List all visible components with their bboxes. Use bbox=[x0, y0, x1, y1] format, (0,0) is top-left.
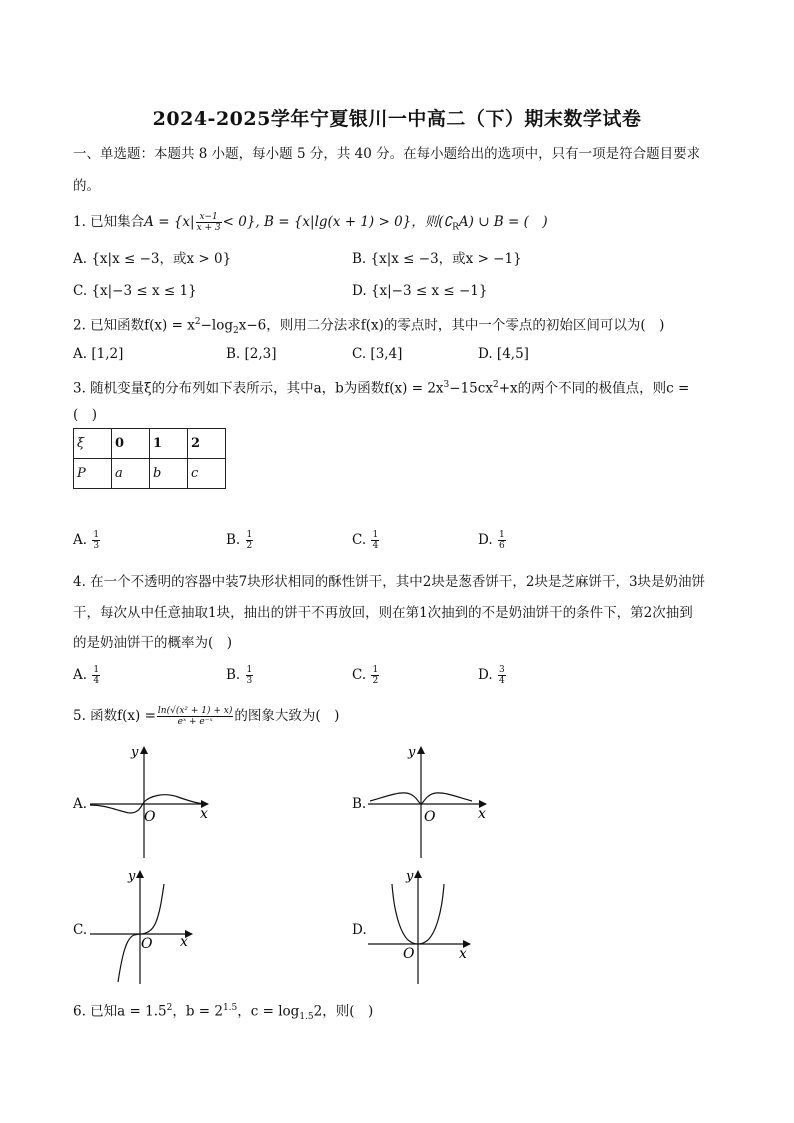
q4-option-a[interactable]: A. $\frac{1}{4}$ bbox=[73, 665, 100, 686]
question-1-stem: 1. 已知集合A = {x| $\frac{x-1}{x + 3}$ < 0}, B = {x|lg(x + 1) > 0}，则$(∁_RA)$ ∪ B = ( ) bbox=[73, 212, 548, 233]
table-cell: b bbox=[150, 459, 188, 489]
q2-option-a[interactable]: A. [1,2] bbox=[73, 346, 124, 362]
graph-d[interactable] bbox=[366, 866, 476, 988]
table-row bbox=[74, 459, 226, 489]
table-row bbox=[74, 429, 226, 459]
x-axis-label: x bbox=[180, 934, 188, 950]
question-4-line-2: 干，每次从中任意抽取1块，抽出的饼干不再放回，则在第1次抽到的不是奶油饼干的条件下，第2次抽到 bbox=[73, 605, 693, 621]
question-3-stem-cont: ( ) bbox=[73, 407, 98, 423]
q1-fraction: $\frac{x-1}{x + 3}$ bbox=[196, 212, 221, 233]
origin-label: O bbox=[144, 809, 156, 825]
x-axis-label: x bbox=[200, 806, 208, 822]
origin-label: O bbox=[141, 936, 153, 952]
section-heading-cont: 的。 bbox=[73, 178, 100, 194]
distribution-table bbox=[73, 428, 226, 489]
table-cell: c bbox=[188, 459, 226, 489]
q3-option-a[interactable]: A. $\frac{1}{3}$ bbox=[73, 530, 100, 551]
q4-option-b[interactable]: B. $\frac{1}{3}$ bbox=[226, 665, 253, 686]
graph-b[interactable] bbox=[366, 742, 496, 860]
table-cell: a bbox=[112, 459, 150, 489]
q3-option-d[interactable]: D. $\frac{1}{6}$ bbox=[478, 530, 505, 551]
question-4-line-3: 的是奶油饼干的概率为( ) bbox=[73, 635, 233, 651]
question-5-stem: 5. 函数f(x) = $\frac{\text{ln(√(x² + 1) + x)}}{\text{eˣ + e⁻ˣ}}$ 的图象大致为( ) bbox=[73, 706, 340, 727]
graph-a[interactable] bbox=[88, 742, 218, 860]
graph-c-label[interactable]: C. bbox=[73, 922, 88, 938]
q1-option-d[interactable]: D. {x|−3 ≤ x ≤ −1} bbox=[352, 283, 488, 299]
x-axis-label: x bbox=[478, 806, 486, 822]
origin-label: O bbox=[403, 946, 415, 962]
graph-c[interactable] bbox=[88, 866, 198, 988]
table-cell: P bbox=[74, 459, 112, 489]
table-cell: 0 bbox=[112, 429, 150, 459]
question-3-stem: 3. 随机变量ξ的分布列如下表所示，其中a，b为函数$f(x) = 2x^3-15cx^2+x$的两个不同的极值点，则c = bbox=[73, 380, 690, 397]
q1-option-c[interactable]: C. {x|−3 ≤ x ≤ 1} bbox=[73, 283, 197, 299]
q2-option-c[interactable]: C. [3,4] bbox=[352, 346, 403, 362]
q4-option-d[interactable]: D. $\frac{3}{4}$ bbox=[478, 665, 505, 686]
q1-option-a[interactable]: A. {x|x ≤ −3，或x > 0} bbox=[73, 251, 232, 267]
q3-option-c[interactable]: C. $\frac{1}{4}$ bbox=[352, 530, 379, 551]
y-axis-label: y bbox=[131, 745, 139, 760]
question-4-line-1: 4. 在一个不透明的容器中装7块形状相同的酥性饼干，其中2块是葱香饼干，2块是芝麻饼干，3块是奶油饼 bbox=[73, 574, 706, 590]
q2-option-b[interactable]: B. [2,3] bbox=[226, 346, 277, 362]
question-2-stem: 2. 已知函数$f(x) = x^2-\log_2x-6$，则用二分法求f(x)的零点时，其中一个零点的初始区间可以为( ) bbox=[73, 317, 665, 337]
graph-b-label[interactable]: B. bbox=[352, 796, 367, 812]
table-cell: 1 bbox=[150, 429, 188, 459]
x-axis-label: x bbox=[459, 946, 467, 962]
y-axis-label: y bbox=[408, 745, 416, 760]
page-title: 2024-2025学年宁夏银川一中高二（下）期末数学试卷 bbox=[152, 108, 642, 130]
section-heading: 一、单选题：本题共 8 小题，每小题 5 分，共 40 分。在每小题给出的选项中，只有一项是符合题目要求 bbox=[73, 146, 701, 162]
graph-a-label[interactable]: A. bbox=[73, 796, 88, 812]
q2-option-d[interactable]: D. [4,5] bbox=[478, 346, 529, 362]
q4-option-c[interactable]: C. $\frac{1}{2}$ bbox=[352, 665, 379, 686]
table-cell: ξ bbox=[74, 429, 112, 459]
question-6-stem: 6. 已知$a = 1.5^2$，$b = 2^{1.5}$，$c = \log_{1.5}2$，则( ) bbox=[73, 1003, 374, 1023]
y-axis-label: y bbox=[128, 869, 136, 884]
q1-option-b[interactable]: B. {x|x ≤ −3，或x > −1} bbox=[352, 251, 522, 267]
table-cell: 2 bbox=[188, 429, 226, 459]
q3-option-b[interactable]: B. $\frac{1}{2}$ bbox=[226, 530, 253, 551]
q5-fraction: $\frac{\text{ln(√(x² + 1) + x)}}{\text{eˣ + e⁻ˣ}}$ bbox=[157, 706, 233, 727]
graph-d-label[interactable]: D. bbox=[352, 922, 367, 938]
y-axis-label: y bbox=[406, 869, 414, 884]
origin-label: O bbox=[424, 809, 436, 825]
